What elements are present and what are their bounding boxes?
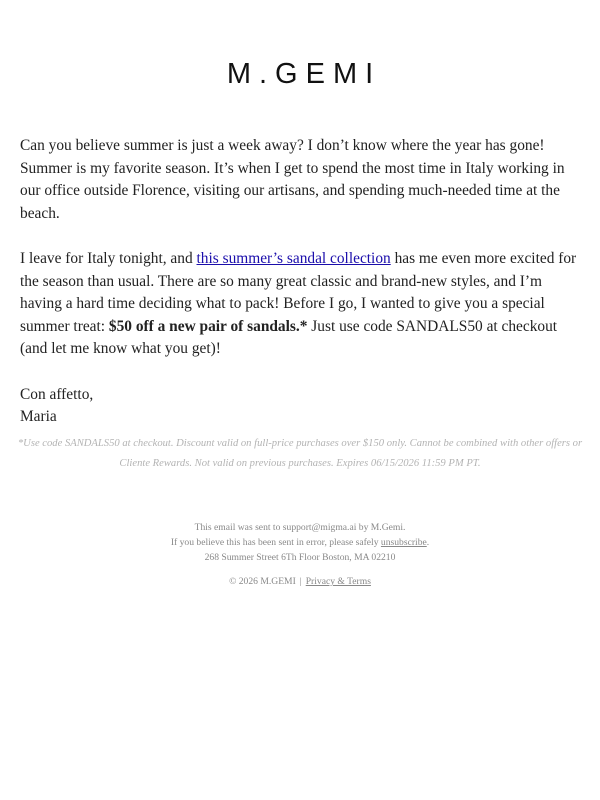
sandal-collection-link[interactable]: this summer’s sandal collection — [196, 249, 391, 267]
privacy-terms-link[interactable]: Privacy & Terms — [305, 576, 371, 587]
signature-text: Maria — [20, 408, 57, 426]
promo-disclaimer: *Use code SANDALS50 at checkout. Discount valid on full-price purchases over $150 only. Cannot be combined with other offers or Cliente Rewards. Not valid on previous purchases. Expires 06/15/2026 11:59 PM PT. — [17, 438, 583, 469]
footer-sent-to: This email was sent to support@migma.ai by M.Gemi. — [194, 522, 406, 533]
offer-highlight: $50 off a new pair of sandals.* — [108, 317, 308, 335]
footer-error-text: If you believe this has been sent in error, please safely — [170, 537, 381, 548]
copyright-text: © 2026 M.GEMI — [229, 576, 296, 587]
footer-error-end: . — [426, 537, 430, 548]
email-footer — [0, 520, 600, 589]
footer-separator: | — [299, 576, 302, 587]
offer-text-middle: has me even more excited for the season than usual. There are so many great classic and brand-new styles, and I’m having a hard time deciding what to pack! Before I go, I wanted to give you a special summer treat: — [20, 249, 577, 335]
email-message — [20, 135, 580, 429]
offer-text-end: Just use code SANDALS50 at checkout (and let me know what you get)! — [20, 317, 558, 358]
signoff-block — [20, 384, 580, 429]
signoff-text: Con affetto, — [20, 385, 94, 403]
brand-logo[interactable]: M.GEMI — [226, 58, 382, 90]
footer-copyright-line — [0, 574, 600, 589]
footer-error-line — [0, 535, 600, 550]
intro-paragraph: Can you believe summer is just a week away? I don’t know where the year has gone! Summer is my favorite season. It’s when I get to spend the most time in Italy working in our office outside Florence, visiting our artisans, and spending much-needed time at the beach. — [20, 137, 565, 222]
footer-address: 268 Summer Street 6Th Floor Boston, MA 02210 — [204, 552, 396, 563]
unsubscribe-link[interactable]: unsubscribe — [380, 537, 427, 548]
logo-container — [0, 58, 600, 91]
offer-text-start: I leave for Italy tonight, and — [20, 249, 197, 267]
offer-paragraph — [20, 248, 580, 361]
